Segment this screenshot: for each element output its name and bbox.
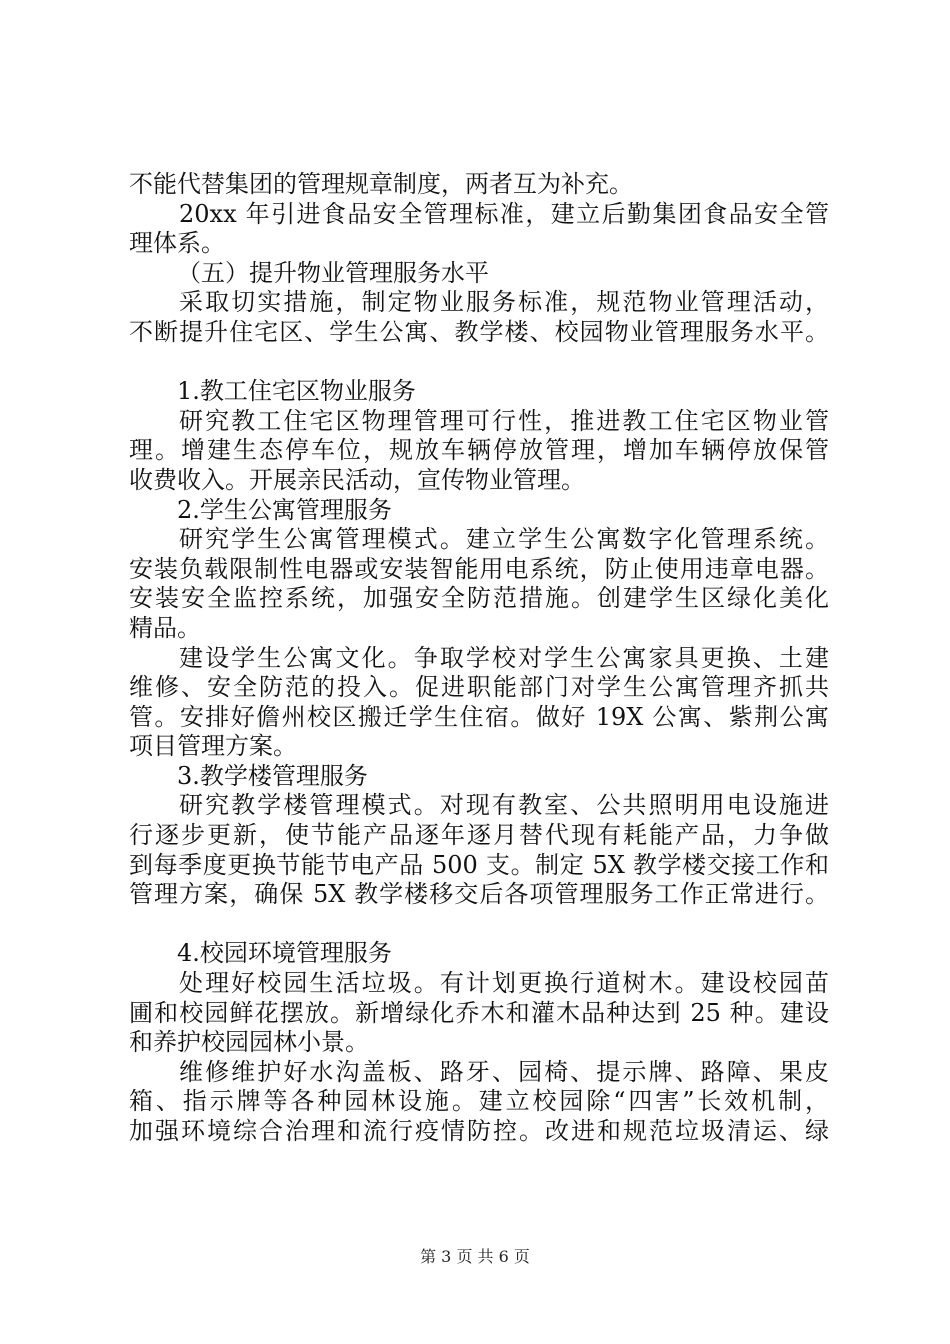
section-heading-line: （五）提升物业管理服务水平 xyxy=(177,258,489,287)
paragraph-line: 安装安全监控系统，加强安全防范措施。创建学生区绿化美化 xyxy=(129,584,829,613)
paragraph-line: 理。增建生态停车位，规放车辆停放管理，增加车辆停放保管 xyxy=(129,436,829,465)
page-footer: 第 3 页 共 6 页 xyxy=(420,1247,530,1266)
paragraph-line: 精品。 xyxy=(129,613,201,642)
paragraph-line: 箱、指示牌等各种园林设施。建立校园除“四害”长效机制， xyxy=(129,1087,829,1116)
paragraph-line: 不能代替集团的管理规章制度，两者互为补充。 xyxy=(129,170,633,198)
paragraph-line: 研究学生公寓管理模式。建立学生公寓数字化管理系统。 xyxy=(179,525,829,554)
paragraph-line: 维修维护好水沟盖板、路牙、园椅、提示牌、路障、果皮 xyxy=(179,1057,829,1086)
paragraph-line: 收费收入。开展亲民活动，宣传物业管理。 xyxy=(129,465,585,494)
paragraph-line: 行逐步更新，使节能产品逐年逐月替代现有耗能产品，力争做 xyxy=(129,821,829,850)
paragraph-line: 维修、安全防范的投入。促进职能部门对学生公寓管理齐抓共 xyxy=(129,673,829,702)
section-heading-line: 1.教工住宅区物业服务 xyxy=(177,377,416,406)
blank-line xyxy=(129,910,829,940)
paragraph-line: 管理方案，确保 5X 教学楼移交后各项管理服务工作正常进行。 xyxy=(129,880,829,909)
paragraph-line: 和养护校园园林小景。 xyxy=(129,1028,369,1057)
blank-line xyxy=(129,348,829,378)
paragraph-line: 研究教学楼管理模式。对现有教室、公共照明用电设施进 xyxy=(179,791,829,820)
paragraph-line: 不断提升住宅区、学生公寓、教学楼、校园物业管理服务水平。 xyxy=(129,317,829,346)
paragraph-line: 处理好校园生活垃圾。有计划更换行道树木。建设校园苗 xyxy=(179,969,829,998)
document-body xyxy=(129,170,829,1147)
paragraph-line: 圃和校园鲜花摆放。新增绿化乔木和灌木品种达到 25 种。建设 xyxy=(129,998,829,1027)
paragraph-line: 到每季度更换节能节电产品 500 支。制定 5X 教学楼交接工作和 xyxy=(129,850,829,879)
paragraph-line: 20xx 年引进食品安全管理标准，建立后勤集团食品安全管 xyxy=(179,199,829,228)
paragraph-line: 项目管理方案。 xyxy=(129,732,297,761)
paragraph-line: 管。安排好儋州校区搬迁学生住宿。做好 19X 公寓、紫荆公寓 xyxy=(129,702,829,731)
paragraph-line: 加强环境综合治理和流行疫情防控。改进和规范垃圾清运、绿 xyxy=(129,1117,829,1145)
paragraph-line: 建设学生公寓文化。争取学校对学生公寓家具更换、土建 xyxy=(179,643,829,672)
section-heading-line: 3.教学楼管理服务 xyxy=(177,761,368,790)
paragraph-line: 研究教工住宅区物理管理可行性，推进教工住宅区物业管 xyxy=(179,406,829,435)
section-heading-line: 4.校园环境管理服务 xyxy=(177,939,392,968)
paragraph-line: 采取切实措施，制定物业服务标准，规范物业管理活动， xyxy=(179,288,829,317)
paragraph-line: 安装负载限制性电器或安装智能用电系统，防止使用违章电器。 xyxy=(129,554,829,583)
paragraph-line: 理体系。 xyxy=(129,229,225,258)
section-heading-line: 2.学生公寓管理服务 xyxy=(177,495,392,524)
